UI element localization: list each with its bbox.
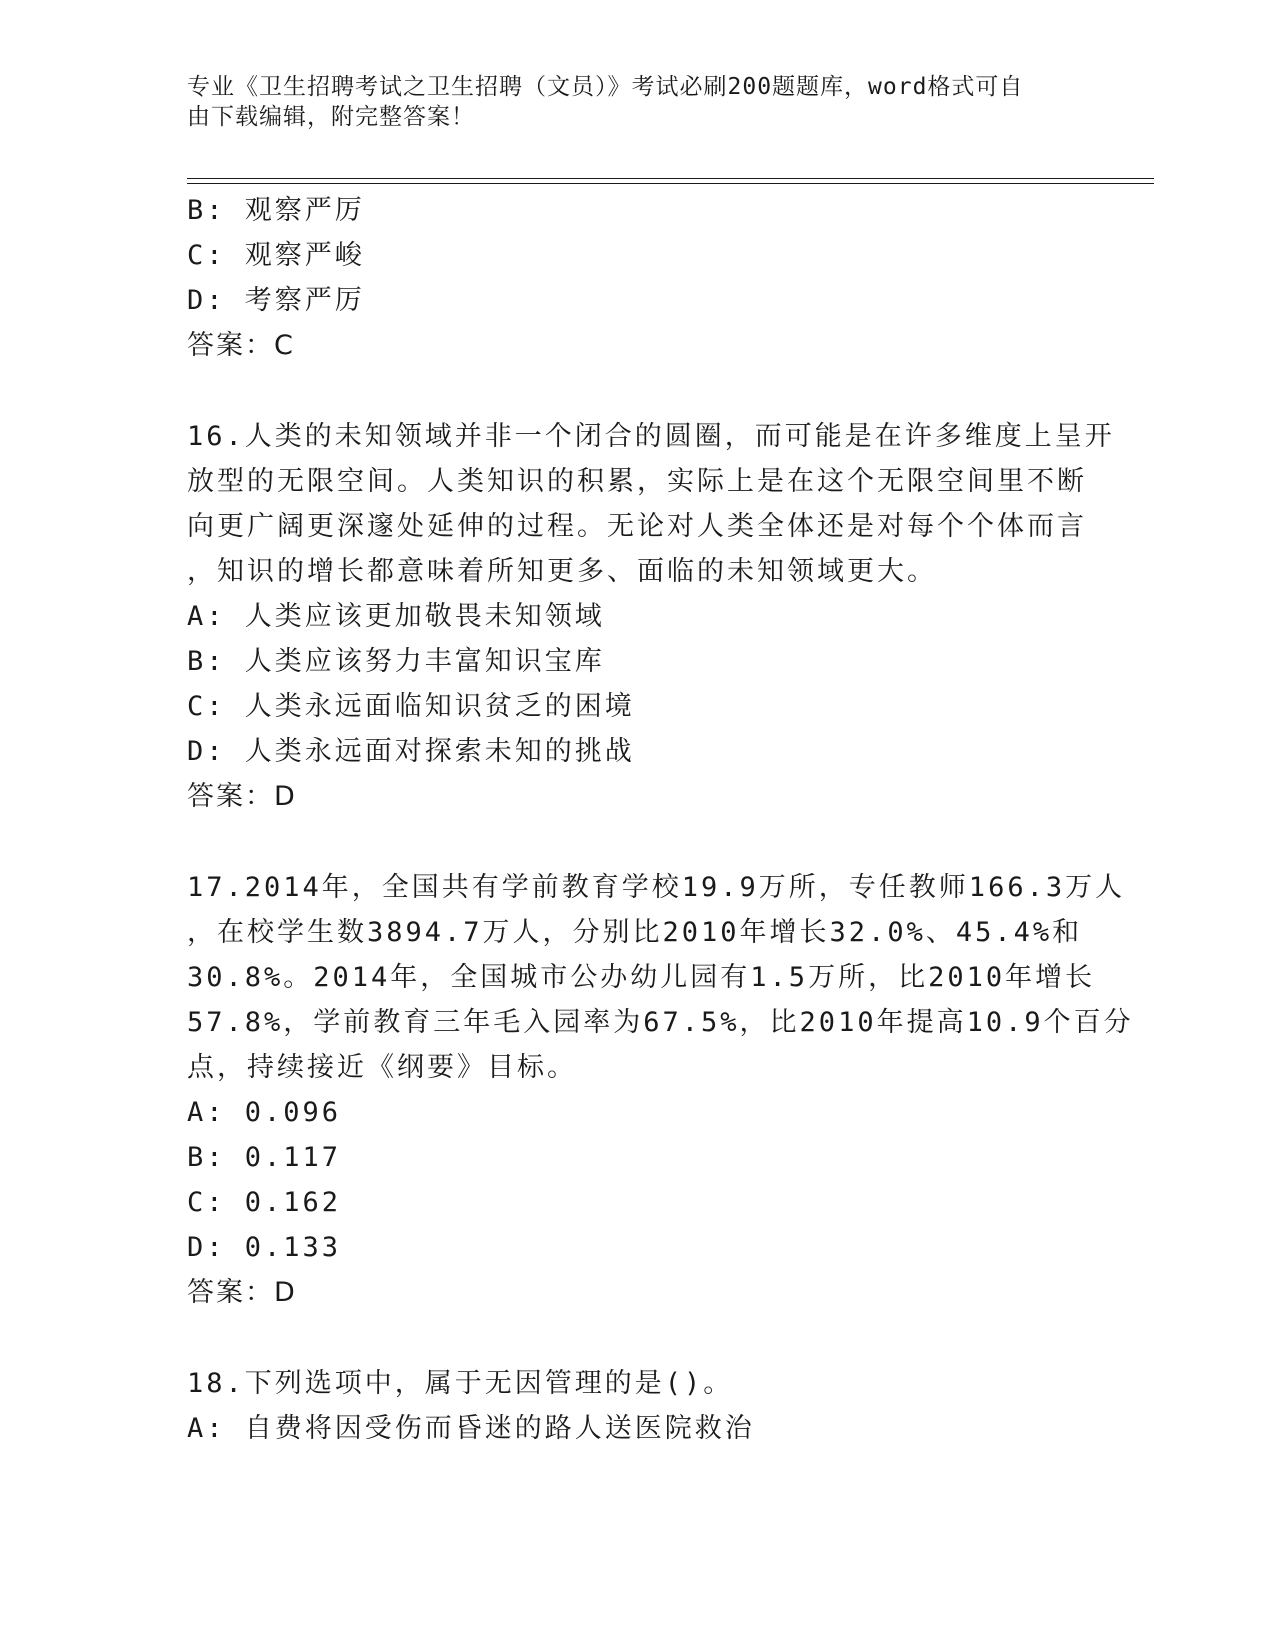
option-c: C: 0.162 [187, 1187, 342, 1218]
stem-line: 57.8%，学前教育三年毛入园率为67.5%，比2010年提高10.9个百分 [187, 1007, 1134, 1038]
option-d: D: 考察严厉 [187, 285, 365, 316]
spacer [187, 1315, 1087, 1361]
option-a: A: 0.096 [187, 1097, 342, 1128]
option-b: B: 人类应该努力丰富知识宝库 [187, 646, 605, 677]
header-rule-bottom [187, 183, 1154, 184]
stem-line: 30.8%。2014年，全国城市公办幼儿园有1.5万所，比2010年增长 [187, 962, 1096, 993]
stem-line: 17.2014年，全国共有学前教育学校19.9万所，专任教师166.3万人 [187, 872, 1126, 903]
question-18 [187, 1361, 1087, 1451]
question-15-tail [187, 188, 1087, 368]
header-rule-top [187, 178, 1154, 179]
question-16 [187, 414, 1115, 819]
option-b: B: 观察严厉 [187, 195, 365, 226]
stem-line: 18.下列选项中，属于无因管理的是()。 [187, 1368, 734, 1399]
question-stem [187, 865, 1134, 1090]
option-a: A: 人类应该更加敬畏未知领域 [187, 601, 605, 632]
answer-line: 答案：D [187, 781, 297, 812]
document-body [187, 188, 1134, 1451]
stem-line: 16.人类的未知领域并非一个闭合的圆圈，而可能是在许多维度上呈开 [187, 421, 1115, 452]
spacer [187, 819, 1087, 865]
stem-line: ，知识的增长都意味着所知更多、面临的未知领域更大。 [187, 556, 937, 587]
stem-line: 放型的无限空间。人类知识的积累，实际上是在这个无限空间里不断 [187, 466, 1087, 497]
question-stem [187, 414, 1115, 594]
header-line-1: 专业《卫生招聘考试之卫生招聘（文员）》考试必刷200题题库，word格式可自 [187, 74, 1024, 100]
document-header [187, 72, 1067, 132]
header-line-2: 由下载编辑，附完整答案！ [187, 104, 475, 130]
option-d: D: 人类永远面对探索未知的挑战 [187, 736, 635, 767]
spacer [187, 368, 1087, 414]
option-b: B: 0.117 [187, 1142, 342, 1173]
option-d: D: 0.133 [187, 1232, 342, 1263]
answer-line: 答案：D [187, 1277, 297, 1308]
answer-line: 答案：C [187, 330, 295, 361]
question-17 [187, 865, 1134, 1315]
stem-line: 点，持续接近《纲要》目标。 [187, 1052, 577, 1083]
stem-line: 向更广阔更深邃处延伸的过程。无论对人类全体还是对每个个体而言 [187, 511, 1087, 542]
question-stem [187, 1361, 1087, 1406]
stem-line: ，在校学生数3894.7万人，分别比2010年增长32.0%、45.4%和 [187, 917, 1083, 948]
option-c: C: 人类永远面临知识贫乏的困境 [187, 691, 635, 722]
option-a: A: 自费将因受伤而昏迷的路人送医院救治 [187, 1413, 755, 1444]
option-c: C: 观察严峻 [187, 240, 365, 271]
